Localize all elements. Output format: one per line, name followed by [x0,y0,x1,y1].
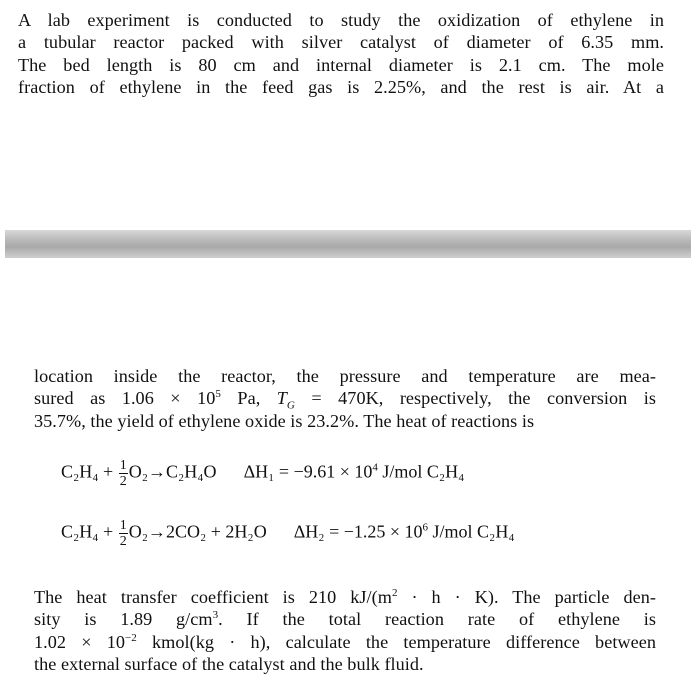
question-line-1: The heat transfer coefficient is 210 $kJ/(m^2 \cdot h \cdot K)$. The particle den- [34,586,657,607]
conditions-paragraph [34,365,656,432]
temperature-symbol: T [276,388,287,409]
rate-exponent: −2 [125,631,137,644]
question-line-4: the external surface of the catalyst and the bulk fluid. [34,654,424,675]
intro-line-2: a tubular reactor packed with silver catalyst of diameter of 6.35 mm. [18,32,664,53]
problem-intro-paragraph [18,9,664,99]
conditions-line-2 [34,387,656,413]
temperature-subscript: G [286,400,295,413]
conditions-line-1: location inside the reactor, the pressure and temperature are mea- [34,366,656,386]
pressure-exponent: 5 [215,388,221,401]
eq1-reactant-oxygen: O₂ [128,461,148,482]
eq2-reactant-oxygen: O₂ [128,521,148,542]
density-exponent: 3 [212,609,219,622]
conditions-line-3: 35.7%, the yield of ethylene oxide is 23.2%. The heat of reactions is [34,410,535,431]
eq2-enthalpy: ΔH₂ = −1.25 × 10 [293,521,423,542]
eq2-arrow: → [148,521,166,542]
reaction-equation-1 [61,458,464,489]
intro-line-4: fraction of ethylene in the feed gas is 2.25%, and the rest is air. At a [18,77,664,98]
eq1-enthalpy-exponent: 4 [372,461,378,474]
question-paragraph [34,586,656,676]
eq1-enthalpy-unit: J/mol C₂H₄ [377,461,465,482]
temperature-text: = 470K, respectively, the conversion is [294,388,656,409]
eq1-half-fraction: $\frac{1}{2}$ [119,458,127,489]
eq1-enthalpy: ΔH₁ = −9.61 × 10 [243,461,373,482]
eq1-arrow: → [148,461,166,482]
eq2-products: 2CO₂ + 2H₂O [166,521,267,542]
pressure-text: sured as 1.06 × 10 [34,388,216,409]
pressure-unit: Pa, [220,388,277,409]
page-divider-bar [5,230,691,258]
intro-line-1: A lab experiment is conducted to study the oxidization of ethylene in [18,10,664,30]
eq2-reactant-ethylene: C₂H₄ + [61,521,114,542]
eq2-half-fraction: $\frac{1}{2}$ [119,518,127,549]
eq2-enthalpy-exponent: 6 [422,521,429,534]
intro-line-3: The bed length is 80 cm and internal diameter is 2.1 cm. The mole [18,54,664,75]
heat-coefficient-exponent: 2 [391,586,398,599]
eq1-products: C₂H₄O [166,461,217,482]
question-line-3: $1.02 \times 10^{-2}$ kmol(kg · h), calculate the temperature difference between [34,631,656,652]
eq1-reactant-ethylene: C₂H₄ + [61,461,114,482]
eq2-enthalpy-unit: J/mol C₂H₄ [428,521,515,542]
reaction-equation-2 [61,518,515,549]
question-line-2: sity is 1.89 $g/cm^3$. If the total reaction rate of ethylene is [34,609,656,630]
